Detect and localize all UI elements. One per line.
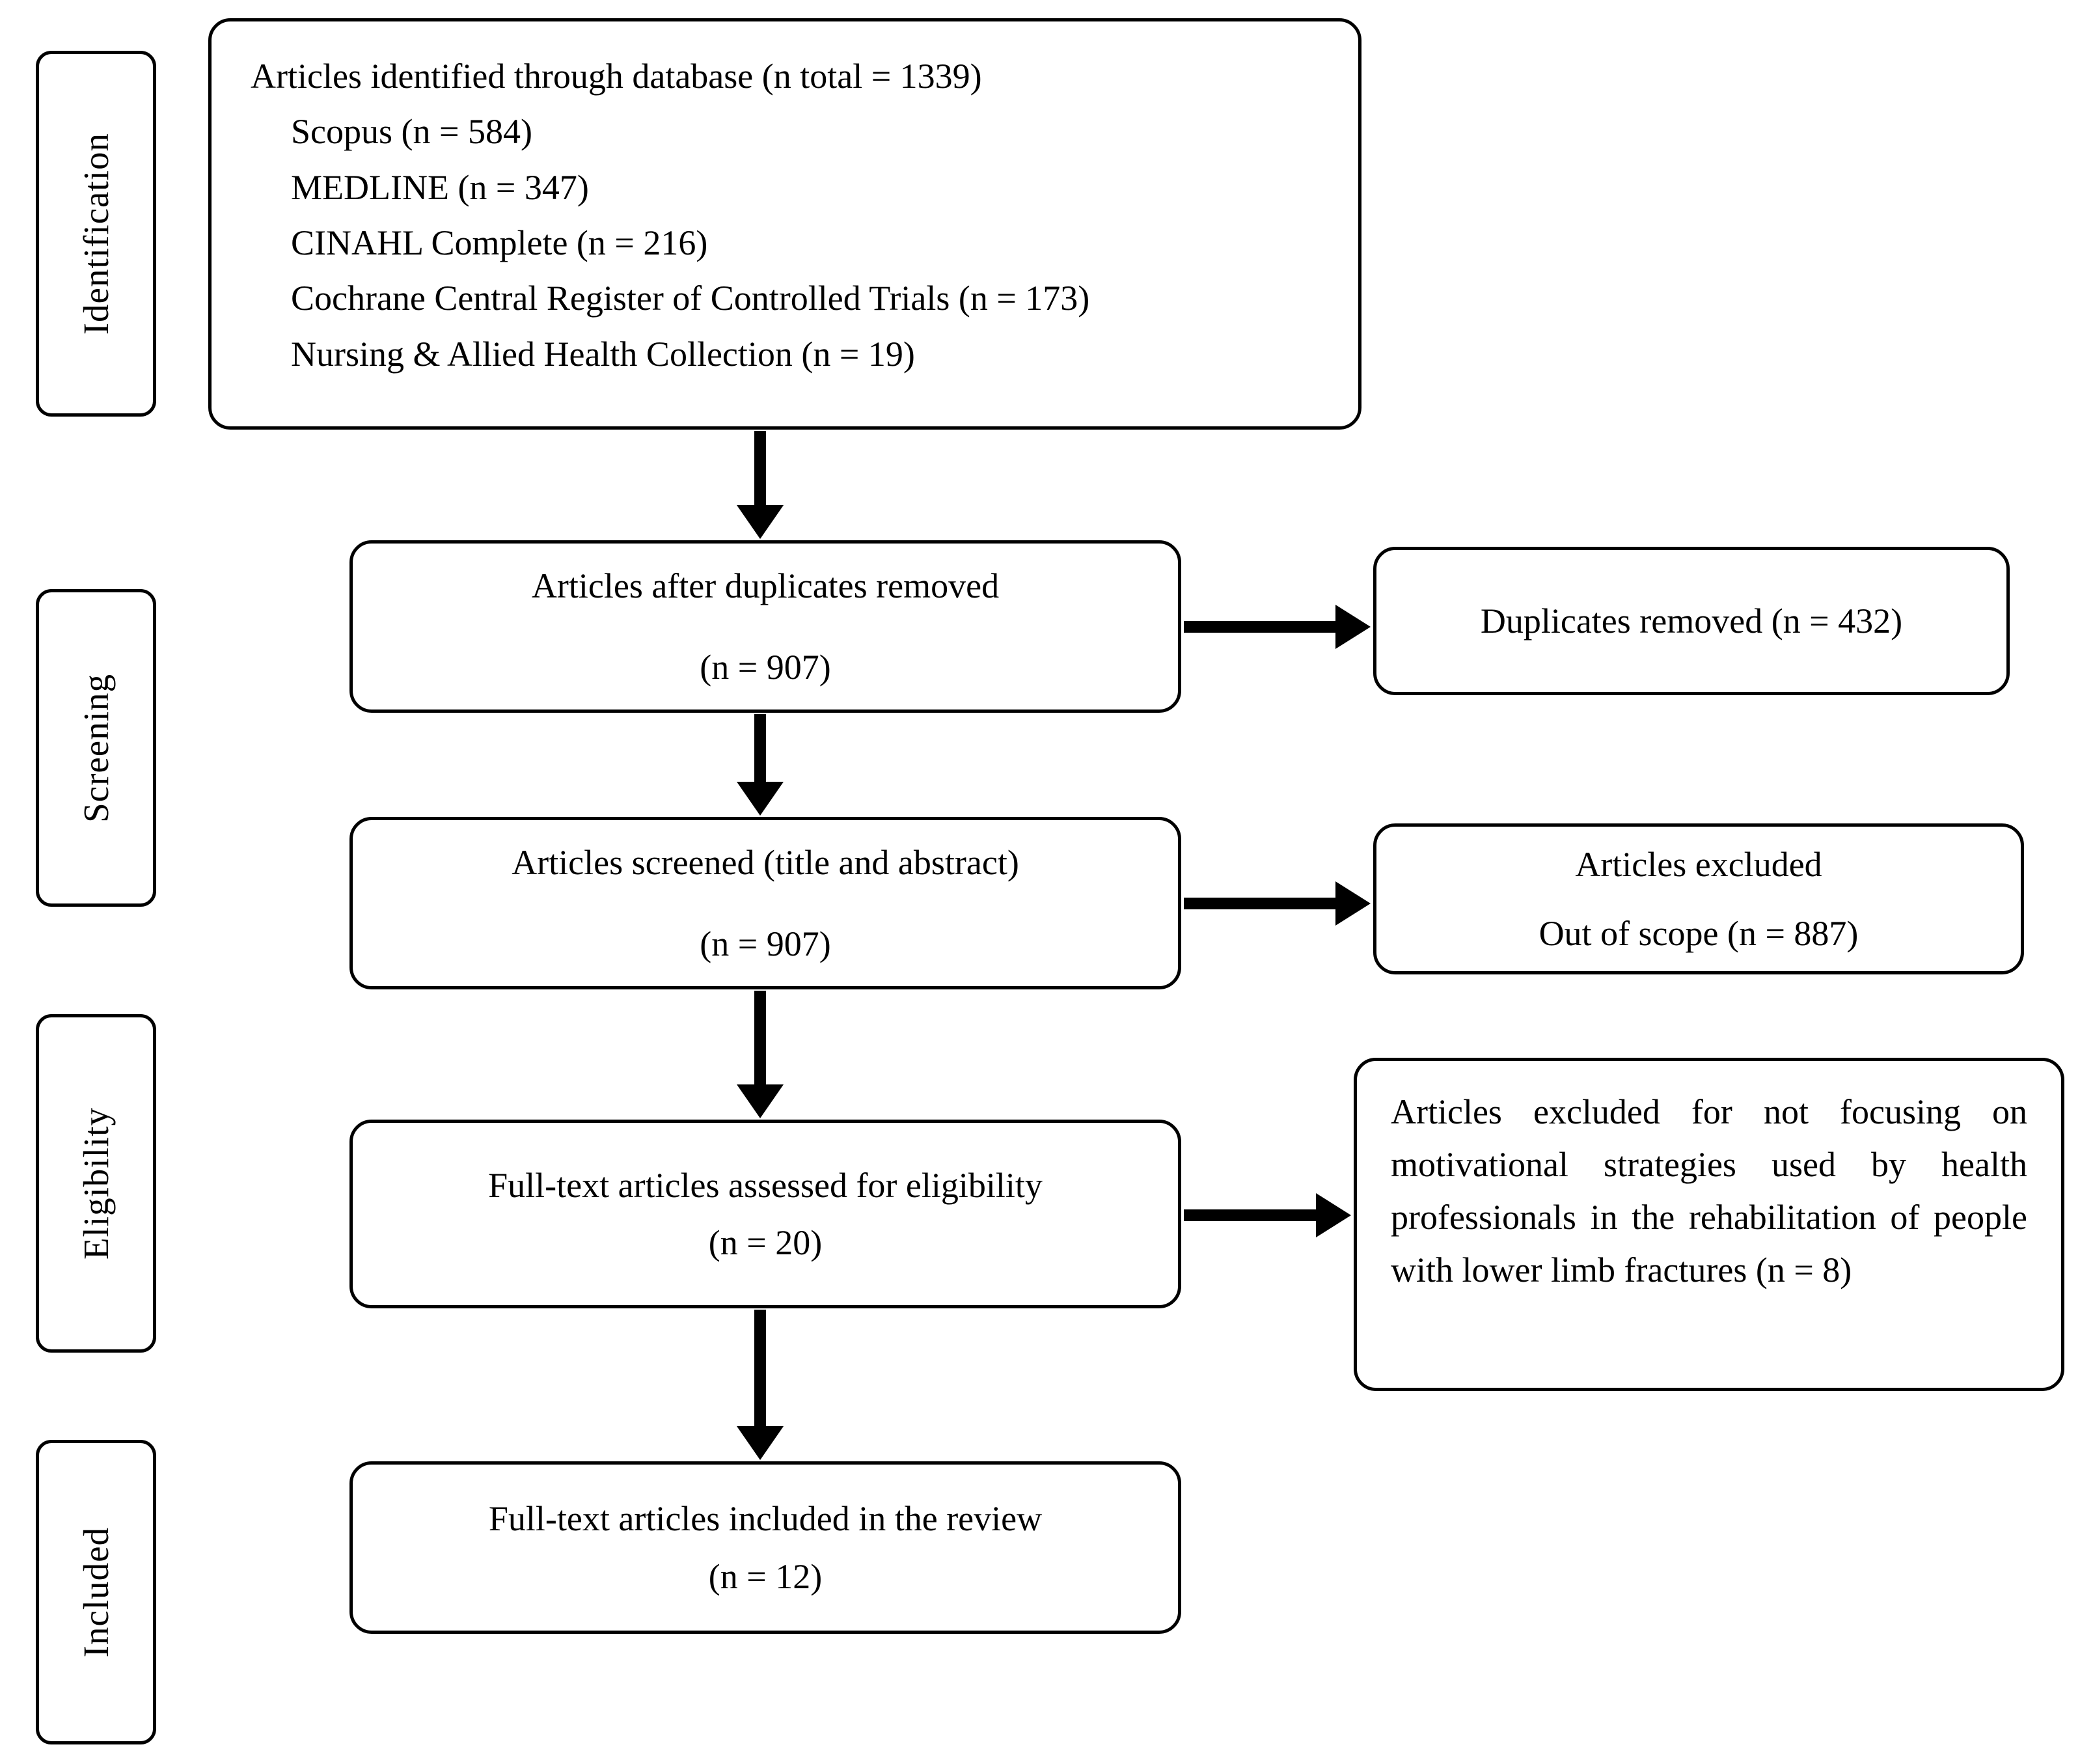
arrow-shaft xyxy=(1184,1209,1316,1221)
stage-label-text: Screening xyxy=(76,673,116,823)
excluded-scope-line1: Articles excluded xyxy=(1575,844,1822,884)
arrow-head xyxy=(1335,605,1371,649)
stage-label-text: Eligibility xyxy=(76,1107,116,1260)
identified-item-medline: MEDLINE (n = 347) xyxy=(291,167,589,207)
arrow-head xyxy=(737,782,784,816)
arrow-shaft xyxy=(1184,621,1335,633)
box-duplicates-removed xyxy=(1373,547,2010,695)
after-duplicates-count: (n = 907) xyxy=(700,647,831,687)
duplicates-removed-text: Duplicates removed (n = 432) xyxy=(1480,601,1903,641)
arrow-head xyxy=(737,505,784,539)
identified-item-cochrane: Cochrane Central Register of Controlled Trials (n = 173) xyxy=(291,279,1090,318)
arrow-shaft xyxy=(1184,898,1335,909)
box-articles-excluded-scope xyxy=(1373,823,2024,974)
arrow-head xyxy=(737,1426,784,1460)
arrow-shaft xyxy=(754,991,766,1084)
included-line1: Full-text articles included in the review xyxy=(488,1499,1043,1539)
included-count: (n = 12) xyxy=(708,1556,823,1596)
stage-label-screening xyxy=(36,589,156,907)
fulltext-assessed-line1: Full-text articles assessed for eligibility xyxy=(488,1165,1043,1205)
identified-item-cinahl: CINAHL Complete (n = 216) xyxy=(291,223,708,262)
identified-item-scopus: Scopus (n = 584) xyxy=(291,112,532,152)
stage-label-included xyxy=(36,1440,156,1744)
stage-label-identification xyxy=(36,51,156,417)
identified-item-nursing: Nursing & Allied Health Collection (n = 19) xyxy=(291,334,915,374)
box-fulltext-assessed xyxy=(349,1120,1181,1308)
arrow-shaft xyxy=(754,431,766,505)
identified-title: Articles identified through database (n total = 1339) xyxy=(251,57,982,96)
box-included-in-review xyxy=(349,1461,1181,1634)
stage-label-text: Identification xyxy=(76,132,116,335)
screened-count: (n = 907) xyxy=(700,924,831,963)
box-articles-identified xyxy=(208,18,1361,430)
screened-line1: Articles screened (title and abstract) xyxy=(512,843,1019,883)
arrow-screened-to-fulltext xyxy=(737,991,784,1118)
box-after-duplicates-removed xyxy=(349,540,1181,713)
excluded-fulltext-text: Articles excluded for not focusing on motivational strategies used by health professionals in the rehabilitation of people with lower limb fractures (n = 8) xyxy=(1391,1092,2027,1289)
arrow-head xyxy=(737,1084,784,1118)
fulltext-assessed-count: (n = 20) xyxy=(708,1223,823,1262)
arrow-shaft xyxy=(754,714,766,782)
arrow-to-excluded-out-of-scope xyxy=(1184,881,1371,926)
excluded-scope-line2: Out of scope (n = 887) xyxy=(1539,914,1859,953)
after-duplicates-line1: Articles after duplicates removed xyxy=(531,566,1000,606)
arrow-after-duplicates-to-screened xyxy=(737,714,784,816)
stage-label-text: Included xyxy=(76,1526,116,1658)
arrow-fulltext-to-included xyxy=(737,1310,784,1460)
arrow-identified-to-after-duplicates xyxy=(737,431,784,539)
arrow-to-excluded-fulltext xyxy=(1184,1193,1351,1237)
arrow-shaft xyxy=(754,1310,766,1426)
arrow-head xyxy=(1335,881,1371,926)
box-articles-screened xyxy=(349,817,1181,989)
stage-label-eligibility xyxy=(36,1014,156,1353)
arrow-head xyxy=(1316,1193,1351,1237)
arrow-to-duplicates-removed xyxy=(1184,605,1371,649)
box-excluded-fulltext-reasons xyxy=(1354,1058,2064,1391)
